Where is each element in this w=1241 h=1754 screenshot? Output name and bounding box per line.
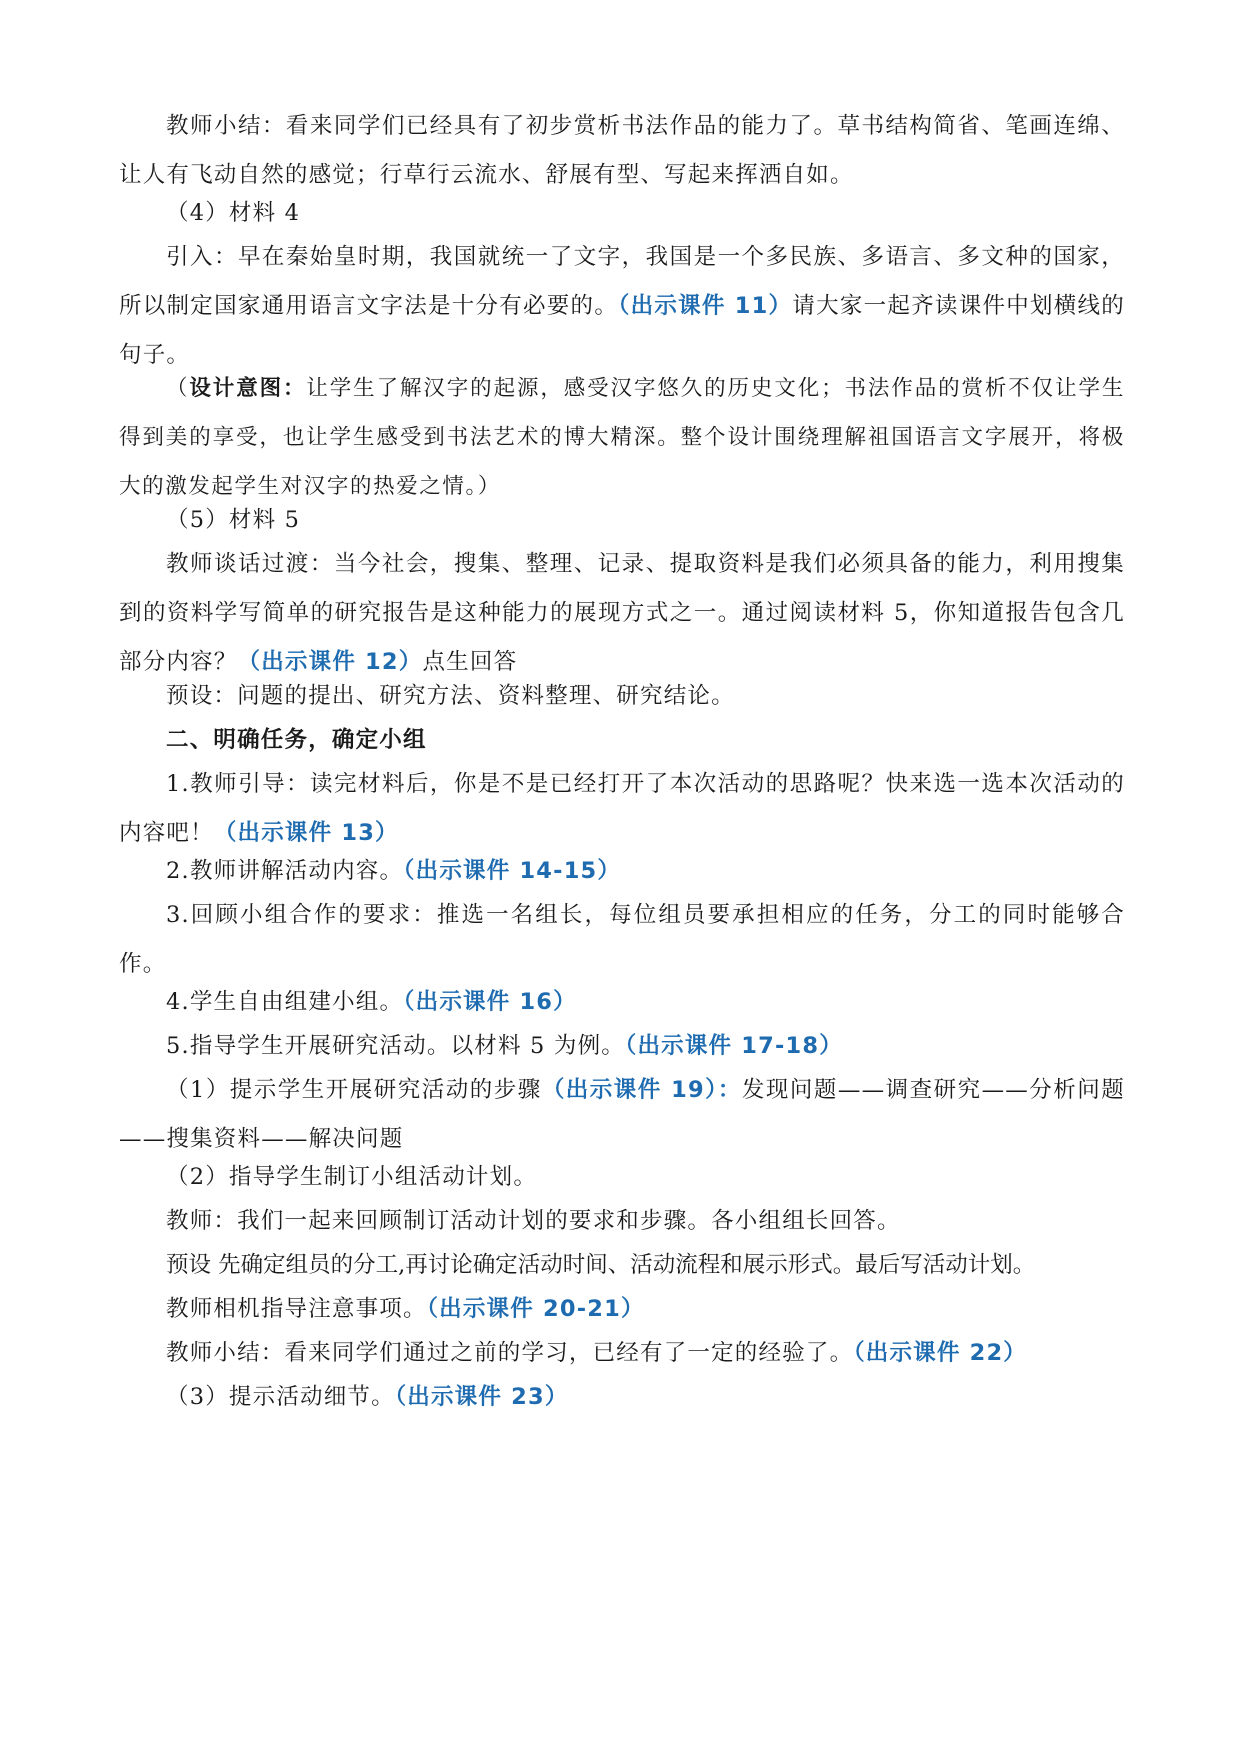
courseware-ref: （出示课件 22） bbox=[853, 1340, 1028, 1366]
list-item-3: 3.回顾小组合作的要求：推选一名组长，每位组员要承担相应的任务，分工的同时能够合作。 bbox=[119, 902, 1125, 977]
courseware-ref: （出示课件 20-21） bbox=[426, 1296, 645, 1322]
list-item-5: 5.指导学生开展研究活动。以材料 5 为例。（出示课件 17-18） bbox=[166, 1033, 843, 1059]
list-item-1: 1.教师引导：读完材料后，你是不是已经打开了本次活动的思路呢？快来选一选本次活动的内容吧！（出示课件 13） bbox=[119, 771, 1125, 846]
paragraph-teacher-summary-2: 教师小结：看来同学们通过之前的学习，已经有了一定的经验了。（出示课件 22） bbox=[166, 1340, 1028, 1366]
paragraph-preset-1: 预设：问题的提出、研究方法、资料整理、研究结论。 bbox=[166, 683, 735, 709]
design-intent-label: 设计意图： bbox=[189, 376, 307, 401]
sub-item-2: （2）指导学生制订小组活动计划。 bbox=[166, 1164, 538, 1190]
list-item-2: 2.教师讲解活动内容。（出示课件 14-15） bbox=[166, 858, 622, 884]
section-material-5: （5）材料 5 bbox=[166, 507, 301, 533]
paragraph-teacher-transition: 教师谈话过渡：当今社会，搜集、整理、记录、提取资料是我们必须具备的能力，利用搜集到的资料学写简单的研究报告是这种能力的展现方式之一。通过阅读材料 5，你知道报告包含几部分内容？（出示课件 12）点生回答 bbox=[119, 551, 1125, 675]
paragraph-teacher-question: 教师：我们一起来回顾制订活动计划的要求和步骤。各小组组长回答。 bbox=[166, 1208, 901, 1234]
sub-item-3: （3）提示活动细节。（出示课件 23） bbox=[166, 1384, 569, 1410]
courseware-ref: （出示课件 23） bbox=[394, 1384, 569, 1410]
section-material-4: （4）材料 4 bbox=[166, 200, 301, 226]
paragraph-preset-2: 预设 先确定组员的分工,再讨论确定活动时间、活动流程和展示形式。最后写活动计划。 bbox=[166, 1252, 1036, 1278]
courseware-ref: （出示课件 16） bbox=[403, 989, 577, 1015]
paragraph-teacher-summary-1: 教师小结：看来同学们已经具有了初步赏析书法作品的能力了。草书结构简省、笔画连绵、让人有飞动自然的感觉；行草行云流水、舒展有型、写起来挥洒自如。 bbox=[119, 113, 1125, 188]
courseware-ref: （出示课件 17-18） bbox=[625, 1033, 843, 1059]
paragraph-introduction: 引入：早在秦始皇时期，我国就统一了文字，我国是一个多民族、多语言、多文种的国家，所以制定国家通用语言文字法是十分有必要的。（出示课件 11）请大家一起齐读课件中划横线的句子。 bbox=[119, 244, 1125, 368]
list-item-4: 4.学生自由组建小组。（出示课件 16） bbox=[166, 989, 577, 1015]
courseware-ref: （出示课件 12） bbox=[237, 649, 423, 675]
sub-item-1: （1）提示学生开展研究活动的步骤（出示课件 19）：发现问题——调查研究——分析问题——搜集资料——解决问题 bbox=[119, 1077, 1125, 1152]
courseware-ref: （出示课件 11） bbox=[618, 293, 793, 319]
section-heading-2: 二、明确任务，确定小组 bbox=[166, 727, 427, 753]
courseware-ref: （出示课件 19）： bbox=[541, 1077, 742, 1103]
paragraph-teacher-guidance: 教师相机指导注意事项。（出示课件 20-21） bbox=[166, 1296, 645, 1322]
paragraph-design-intent: （设计意图：让学生了解汉字的起源，感受汉字悠久的历史文化；书法作品的赏析不仅让学生得到美的享受，也让学生感受到书法艺术的博大精深。整个设计围绕理解祖国语言文字展开，将极大的激发起学生对汉字的热爱之情。） bbox=[119, 376, 1125, 499]
courseware-ref: （出示课件 13） bbox=[213, 820, 399, 846]
courseware-ref: （出示课件 14-15） bbox=[403, 858, 622, 884]
